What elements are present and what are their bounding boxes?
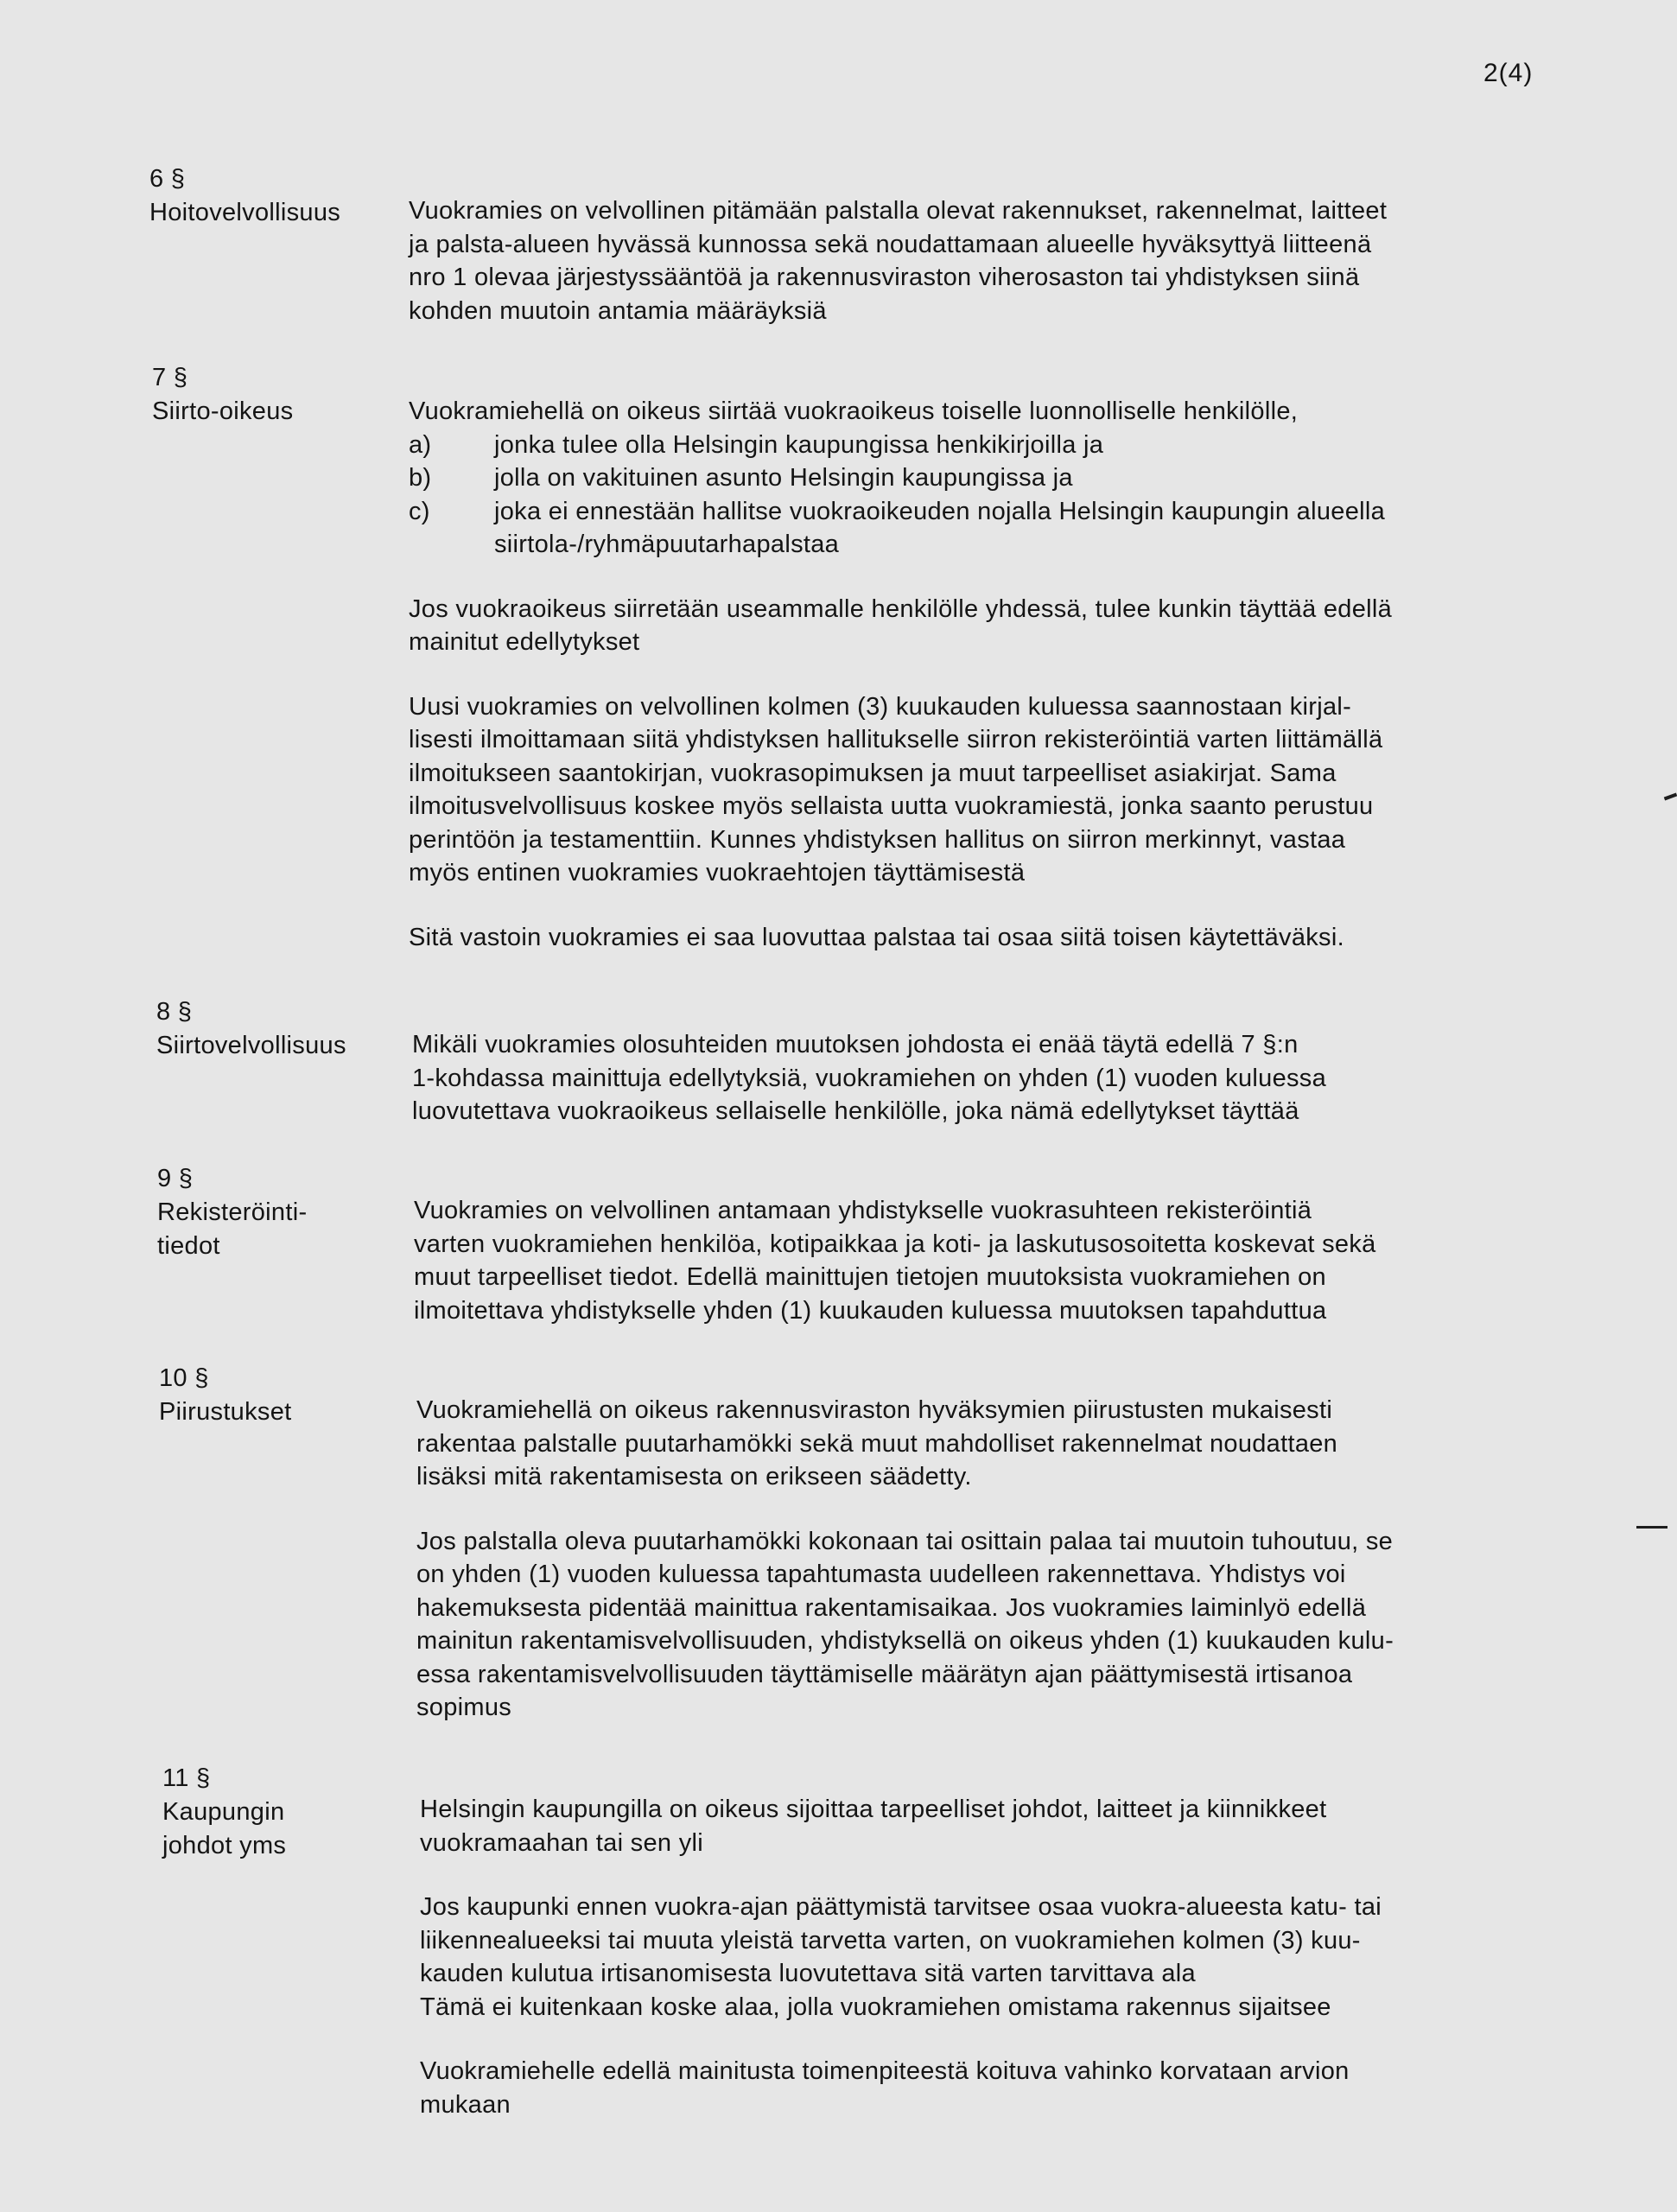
section-title: Siirto-oikeus	[152, 397, 294, 425]
text-line: ja palsta-alueen hyvässä kunnossa sekä noudattamaan alueelle hyväksyttyä liitteenä	[409, 230, 1372, 258]
text-line: Helsingin kaupungilla on oikeus sijoittaa tarpeelliset johdot, laitteet ja kiinnikkeet	[420, 1796, 1327, 1823]
text-line: luovutettava vuokraoikeus sellaiselle henkilölle, joka nämä edellytykset täyttää	[412, 1097, 1299, 1125]
list-marker: b)	[409, 464, 432, 492]
section-body	[409, 395, 1392, 985]
paragraph	[409, 194, 1387, 327]
paragraph	[420, 2055, 1382, 2121]
section-title: Hoitovelvollisuus	[149, 199, 341, 226]
section-body	[420, 1793, 1382, 2152]
section-body	[414, 1194, 1376, 1358]
section-title: tiedot	[157, 1232, 220, 1260]
text-line: Vuokramies on velvollinen pitämään palstalla olevat rakennukset, rakennelmat, laitteet	[409, 197, 1388, 225]
list-text: jolla on vakituinen asunto Helsingin kaupungissa ja	[494, 464, 1073, 492]
section-title: Piirustukset	[159, 1398, 292, 1426]
text-line: essa rakentamisvelvollisuuden täyttämiselle määrätyn ajan päättymisestä irtisanoa	[416, 1660, 1353, 1688]
section-label	[159, 1362, 292, 1429]
paragraph	[420, 1891, 1382, 2024]
section-title: Kaupungin	[162, 1798, 285, 1826]
section-body	[412, 1028, 1326, 1160]
list-marker: a)	[409, 430, 432, 459]
section-number: 6 §	[149, 165, 186, 193]
scan-mark	[1664, 793, 1677, 801]
text-line: lisesti ilmoittamaan siitä yhdistyksen hallitukselle siirron rekisteröintiä varten liittämällä	[409, 726, 1383, 753]
section-title: johdot yms	[162, 1832, 287, 1859]
paragraph	[416, 1394, 1394, 1494]
page-number: 2(4)	[1483, 59, 1534, 87]
text-line: sopimus	[416, 1694, 512, 1721]
list-text: joka ei ennestään hallitse vuokraoikeuden nojalla Helsingin kaupungin alueella	[494, 497, 1386, 525]
list-marker: c)	[409, 497, 430, 525]
text-line: mainitut edellytykset	[409, 628, 640, 656]
list-item-a	[409, 429, 1392, 462]
text-line: lisäksi mitä rakentamisesta on erikseen säädetty.	[416, 1463, 972, 1491]
section-label	[157, 1162, 307, 1263]
text-line: kauden kulutua irtisanomisesta luovutettava sitä varten tarvittava ala	[420, 1960, 1196, 1987]
section-title: Siirtovelvollisuus	[156, 1032, 346, 1059]
text-line: Vuokramiehellä on oikeus rakennusviraston hyväksymien piirustusten mukaisesti	[416, 1396, 1333, 1424]
scan-mark	[1636, 1526, 1667, 1529]
section-body	[416, 1394, 1394, 1756]
text-line: mukaan	[420, 2090, 511, 2119]
list-text: jonka tulee olla Helsingin kaupungissa henkikirjoilla ja	[494, 430, 1104, 459]
text-line: Sitä vastoin vuokramies ei saa luovuttaa palstaa tai osaa siitä toisen käytettäväksi.	[409, 923, 1344, 951]
paragraph	[409, 921, 1392, 955]
paragraph	[416, 1525, 1394, 1725]
paragraph	[412, 1028, 1326, 1128]
section-number: 8 §	[156, 998, 193, 1026]
text-line: muut tarpeelliset tiedot. Edellä mainittujen tietojen muutoksista vuokramiehen on	[414, 1263, 1326, 1291]
list-item-c	[409, 495, 1392, 529]
paragraph	[420, 1793, 1382, 1859]
text-line: perintöön ja testamenttiin. Kunnes yhdistyksen hallitus on siirron merkinnyt, vastaa	[409, 825, 1346, 854]
text-line: hakemuksesta pidentää mainittua rakentamisaikaa. Jos vuokramies laiminlyö edellä	[416, 1593, 1367, 1622]
text-line: varten vuokramiehen henkilöa, kotipaikkaa ja koti- ja laskutusosoitetta koskevat sekä	[414, 1230, 1376, 1258]
text-line: Uusi vuokramies on velvollinen kolmen (3) kuukauden kuluessa saannostaan kirjal-	[409, 692, 1352, 721]
paragraph	[409, 593, 1392, 659]
section-label	[162, 1762, 286, 1863]
text-line: Vuokramies on velvollinen antamaan yhdistykselle vuokrasuhteen rekisteröintiä	[414, 1197, 1312, 1224]
list-text-continued: siirtola-/ryhmäpuutarhapalstaa	[494, 531, 840, 558]
section-label	[156, 995, 346, 1063]
text-line: vuokramaahan tai sen yli	[420, 1828, 703, 1857]
text-line: Jos kaupunki ennen vuokra-ajan päättymistä tarvitsee osaa vuokra-alueesta katu- tai	[420, 1893, 1382, 1921]
text-line: kohden muutoin antamia määräyksiä	[409, 296, 827, 325]
text-line: Mikäli vuokramies olosuhteiden muutoksen johdosta ei enää täytä edellä 7 §:n	[412, 1031, 1299, 1058]
text-line: rakentaa palstalle puutarhamökki sekä muut mahdolliset rakennelmat noudattaen	[416, 1429, 1338, 1458]
text-line: 1-kohdassa mainittuja edellytyksiä, vuokramiehen on yhden (1) vuoden kuluessa	[412, 1064, 1327, 1092]
text-line: Jos vuokraoikeus siirretään useammalle henkilölle yhdessä, tulee kunkin täyttää edellä	[409, 594, 1393, 623]
text-line: Vuokramiehellä on oikeus siirtää vuokraoikeus toiselle luonnolliselle henkilölle,	[409, 397, 1299, 425]
section-number: 11 §	[162, 1764, 211, 1792]
text-line: Tämä ei kuitenkaan koske alaa, jolla vuokramiehen omistama rakennus sijaitsee	[420, 1993, 1331, 2021]
section-body	[409, 194, 1387, 359]
section-label	[149, 162, 340, 230]
text-line: ilmoitusvelvollisuus koskee myös sellaista uutta vuokramiestä, jonka saanto perustuu	[409, 792, 1374, 820]
list-item-b	[409, 461, 1392, 495]
section-label	[152, 361, 293, 429]
text-line: on yhden (1) vuoden kuluessa tapahtumasta uudelleen rakennettava. Yhdistys voi	[416, 1560, 1346, 1588]
text-line: Vuokramiehelle edellä mainitusta toimenpiteestä koituva vahinko korvataan arvion	[420, 2057, 1350, 2085]
section-number: 10 §	[159, 1364, 209, 1392]
section-number: 7 §	[152, 364, 188, 391]
text-line: nro 1 olevaa järjestyssääntöä ja rakennusviraston viherosaston tai yhdistyksen siinä	[409, 264, 1360, 291]
text-line: Jos palstalla oleva puutarhamökki kokonaan tai osittain palaa tai muutoin tuhoutuu, se	[416, 1527, 1394, 1555]
text-line: ilmoitukseen saantokirjan, vuokrasopimuksen ja muut tarpeelliset asiakirjat. Sama	[409, 759, 1337, 787]
text-line: liikennealueeksi tai muuta yleistä tarvetta varten, on vuokramiehen kolmen (3) kuu-	[420, 1926, 1361, 1955]
paragraph	[409, 395, 1392, 562]
section-number: 9 §	[157, 1165, 194, 1192]
paragraph	[409, 690, 1392, 890]
paragraph	[414, 1194, 1376, 1327]
section-title: Rekisteröinti-	[157, 1198, 308, 1226]
text-line: mainitun rakentamisvelvollisuuden, yhdistyksellä on oikeus yhden (1) kuukauden kulu-	[416, 1627, 1394, 1655]
text-line: myös entinen vuokramies vuokraehtojen täyttämisestä	[409, 859, 1026, 887]
text-line: ilmoitettava yhdistykselle yhden (1) kuukauden kuluessa muutoksen tapahduttua	[414, 1296, 1327, 1325]
